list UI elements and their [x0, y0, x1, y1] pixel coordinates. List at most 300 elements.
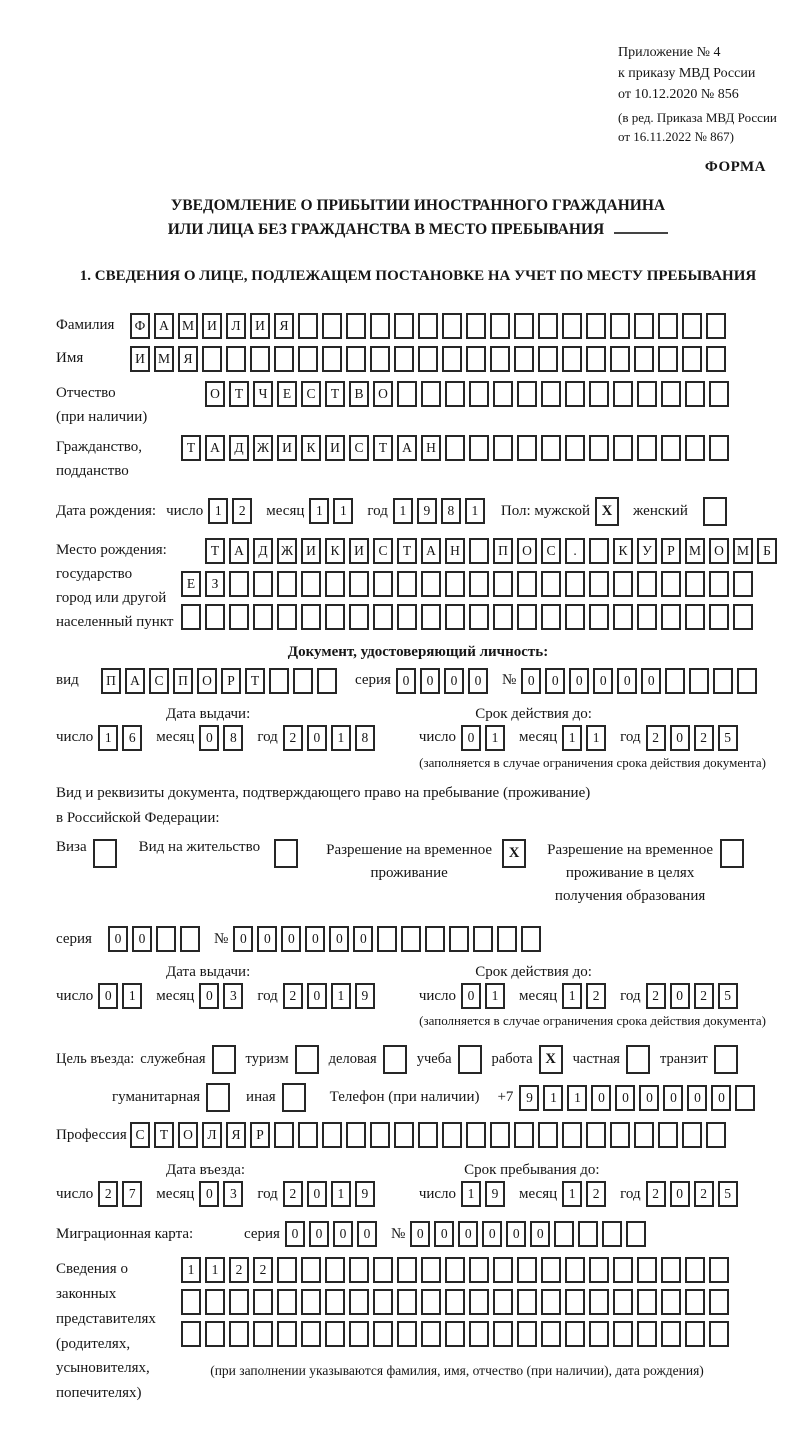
char-cell[interactable] [253, 571, 273, 597]
char-cell[interactable]: П [173, 668, 193, 694]
purpose-other-checkbox[interactable] [282, 1083, 306, 1112]
char-cell[interactable]: 0 [482, 1221, 502, 1247]
char-cell[interactable] [349, 571, 369, 597]
char-cell[interactable] [661, 604, 681, 630]
char-cell[interactable] [442, 346, 462, 372]
char-cell[interactable] [317, 668, 337, 694]
char-cell[interactable]: 0 [591, 1085, 611, 1111]
char-cell[interactable] [610, 346, 630, 372]
char-cell[interactable]: 0 [307, 725, 327, 751]
char-cell[interactable]: 0 [670, 1181, 690, 1207]
char-cell[interactable]: А [205, 435, 225, 461]
char-cell[interactable] [661, 571, 681, 597]
char-cell[interactable] [589, 435, 609, 461]
char-cell[interactable] [469, 538, 489, 564]
char-cell[interactable]: 0 [530, 1221, 550, 1247]
char-cell[interactable] [493, 571, 513, 597]
char-cell[interactable]: К [325, 538, 345, 564]
char-cell[interactable]: Т [154, 1122, 174, 1148]
char-cell[interactable]: С [149, 668, 169, 694]
char-cell[interactable]: 0 [670, 725, 690, 751]
char-cell[interactable] [610, 1122, 630, 1148]
char-cell[interactable] [661, 1321, 681, 1347]
char-cell[interactable] [397, 571, 417, 597]
char-cell[interactable] [373, 1257, 393, 1283]
char-cell[interactable]: К [613, 538, 633, 564]
char-cell[interactable]: 2 [283, 725, 303, 751]
char-cell[interactable] [541, 1321, 561, 1347]
char-cell[interactable] [661, 435, 681, 461]
char-cell[interactable]: 8 [355, 725, 375, 751]
char-cell[interactable] [421, 571, 441, 597]
char-cell[interactable] [301, 1289, 321, 1315]
char-cell[interactable] [661, 1257, 681, 1283]
char-cell[interactable] [493, 604, 513, 630]
char-cell[interactable] [397, 381, 417, 407]
char-cell[interactable] [445, 1321, 465, 1347]
char-cell[interactable] [469, 381, 489, 407]
char-cell[interactable] [733, 571, 753, 597]
char-cell[interactable] [421, 381, 441, 407]
char-cell[interactable] [418, 346, 438, 372]
char-cell[interactable] [517, 604, 537, 630]
char-cell[interactable]: 0 [305, 926, 325, 952]
char-cell[interactable]: М [178, 313, 198, 339]
char-cell[interactable] [181, 1321, 201, 1347]
char-cell[interactable] [229, 1321, 249, 1347]
char-cell[interactable]: И [202, 313, 222, 339]
char-cell[interactable] [418, 1122, 438, 1148]
char-cell[interactable]: Т [229, 381, 249, 407]
char-cell[interactable]: 1 [331, 983, 351, 1009]
char-cell[interactable]: Д [253, 538, 273, 564]
char-cell[interactable] [637, 435, 657, 461]
char-cell[interactable]: П [101, 668, 121, 694]
char-cell[interactable] [589, 538, 609, 564]
char-cell[interactable] [466, 313, 486, 339]
char-cell[interactable]: И [250, 313, 270, 339]
char-cell[interactable]: Б [757, 538, 777, 564]
char-cell[interactable]: О [517, 538, 537, 564]
char-cell[interactable] [514, 313, 534, 339]
char-cell[interactable] [493, 381, 513, 407]
char-cell[interactable] [229, 604, 249, 630]
char-cell[interactable]: 2 [646, 983, 666, 1009]
char-cell[interactable]: К [301, 435, 321, 461]
char-cell[interactable] [298, 1122, 318, 1148]
char-cell[interactable] [517, 1321, 537, 1347]
char-cell[interactable] [497, 926, 517, 952]
char-cell[interactable]: И [130, 346, 150, 372]
char-cell[interactable] [370, 313, 390, 339]
char-cell[interactable] [706, 313, 726, 339]
char-cell[interactable] [586, 1122, 606, 1148]
edu-permit-checkbox[interactable] [720, 839, 744, 868]
char-cell[interactable]: 2 [98, 1181, 118, 1207]
char-cell[interactable]: . [565, 538, 585, 564]
char-cell[interactable] [589, 381, 609, 407]
visa-checkbox[interactable] [93, 839, 117, 868]
char-cell[interactable] [202, 346, 222, 372]
char-cell[interactable] [637, 1321, 657, 1347]
char-cell[interactable]: Н [445, 538, 465, 564]
char-cell[interactable]: В [349, 381, 369, 407]
char-cell[interactable] [658, 346, 678, 372]
char-cell[interactable]: 1 [393, 498, 413, 524]
char-cell[interactable] [685, 1289, 705, 1315]
char-cell[interactable]: 1 [543, 1085, 563, 1111]
char-cell[interactable] [613, 1289, 633, 1315]
char-cell[interactable]: 2 [586, 983, 606, 1009]
char-cell[interactable] [442, 1122, 462, 1148]
char-cell[interactable] [449, 926, 469, 952]
char-cell[interactable] [634, 1122, 654, 1148]
char-cell[interactable]: 2 [694, 725, 714, 751]
char-cell[interactable] [346, 1122, 366, 1148]
char-cell[interactable] [613, 1321, 633, 1347]
char-cell[interactable] [181, 604, 201, 630]
char-cell[interactable]: 2 [229, 1257, 249, 1283]
char-cell[interactable]: 2 [283, 1181, 303, 1207]
temp-permit-checkbox[interactable]: X [502, 839, 526, 868]
char-cell[interactable]: 1 [465, 498, 485, 524]
char-cell[interactable] [682, 1122, 702, 1148]
char-cell[interactable]: 0 [639, 1085, 659, 1111]
residence-permit-checkbox[interactable] [274, 839, 298, 868]
char-cell[interactable]: 5 [718, 1181, 738, 1207]
char-cell[interactable]: 0 [199, 983, 219, 1009]
char-cell[interactable] [418, 313, 438, 339]
char-cell[interactable]: 0 [233, 926, 253, 952]
char-cell[interactable]: 0 [199, 1181, 219, 1207]
char-cell[interactable] [517, 1289, 537, 1315]
purpose-business-checkbox[interactable] [383, 1045, 407, 1074]
char-cell[interactable]: П [493, 538, 513, 564]
char-cell[interactable] [737, 668, 757, 694]
char-cell[interactable]: 2 [283, 983, 303, 1009]
char-cell[interactable] [349, 1289, 369, 1315]
char-cell[interactable]: 0 [468, 668, 488, 694]
char-cell[interactable]: 0 [641, 668, 661, 694]
char-cell[interactable]: Р [661, 538, 681, 564]
char-cell[interactable] [713, 668, 733, 694]
char-cell[interactable] [517, 381, 537, 407]
char-cell[interactable]: Е [181, 571, 201, 597]
char-cell[interactable] [613, 435, 633, 461]
char-cell[interactable]: 0 [444, 668, 464, 694]
char-cell[interactable] [298, 313, 318, 339]
char-cell[interactable]: А [397, 435, 417, 461]
char-cell[interactable] [250, 346, 270, 372]
char-cell[interactable]: 0 [711, 1085, 731, 1111]
char-cell[interactable] [346, 346, 366, 372]
char-cell[interactable]: 1 [562, 983, 582, 1009]
char-cell[interactable] [373, 571, 393, 597]
char-cell[interactable]: 0 [396, 668, 416, 694]
char-cell[interactable] [586, 313, 606, 339]
char-cell[interactable] [466, 346, 486, 372]
char-cell[interactable] [373, 604, 393, 630]
char-cell[interactable]: 0 [569, 668, 589, 694]
purpose-transit-checkbox[interactable] [714, 1045, 738, 1074]
char-cell[interactable]: М [733, 538, 753, 564]
char-cell[interactable]: 2 [586, 1181, 606, 1207]
char-cell[interactable]: О [709, 538, 729, 564]
char-cell[interactable] [397, 604, 417, 630]
char-cell[interactable]: 2 [694, 983, 714, 1009]
char-cell[interactable] [277, 604, 297, 630]
char-cell[interactable]: Т [245, 668, 265, 694]
char-cell[interactable] [180, 926, 200, 952]
char-cell[interactable]: 1 [485, 725, 505, 751]
char-cell[interactable]: Т [373, 435, 393, 461]
char-cell[interactable]: 1 [461, 1181, 481, 1207]
char-cell[interactable] [613, 381, 633, 407]
char-cell[interactable]: 0 [461, 983, 481, 1009]
char-cell[interactable]: 0 [434, 1221, 454, 1247]
char-cell[interactable]: С [373, 538, 393, 564]
char-cell[interactable]: 0 [132, 926, 152, 952]
char-cell[interactable] [349, 604, 369, 630]
char-cell[interactable] [442, 313, 462, 339]
char-cell[interactable] [709, 1257, 729, 1283]
char-cell[interactable] [661, 1289, 681, 1315]
char-cell[interactable] [322, 313, 342, 339]
char-cell[interactable]: Л [226, 313, 246, 339]
char-cell[interactable]: 0 [309, 1221, 329, 1247]
char-cell[interactable]: Т [325, 381, 345, 407]
char-cell[interactable] [637, 381, 657, 407]
char-cell[interactable] [565, 604, 585, 630]
char-cell[interactable]: 3 [223, 1181, 243, 1207]
char-cell[interactable] [473, 926, 493, 952]
char-cell[interactable] [397, 1289, 417, 1315]
char-cell[interactable]: 1 [562, 1181, 582, 1207]
char-cell[interactable]: Я [274, 313, 294, 339]
char-cell[interactable] [226, 346, 246, 372]
char-cell[interactable] [229, 1289, 249, 1315]
char-cell[interactable] [397, 1321, 417, 1347]
char-cell[interactable]: 8 [441, 498, 461, 524]
char-cell[interactable] [301, 1257, 321, 1283]
char-cell[interactable] [253, 1289, 273, 1315]
char-cell[interactable]: 0 [420, 668, 440, 694]
char-cell[interactable] [685, 435, 705, 461]
char-cell[interactable] [253, 604, 273, 630]
char-cell[interactable]: 1 [309, 498, 329, 524]
char-cell[interactable] [490, 346, 510, 372]
purpose-official-checkbox[interactable] [212, 1045, 236, 1074]
char-cell[interactable] [445, 571, 465, 597]
char-cell[interactable]: 6 [122, 725, 142, 751]
char-cell[interactable] [346, 313, 366, 339]
char-cell[interactable] [521, 926, 541, 952]
char-cell[interactable] [277, 571, 297, 597]
char-cell[interactable]: 0 [521, 668, 541, 694]
char-cell[interactable]: 9 [355, 983, 375, 1009]
char-cell[interactable]: 9 [519, 1085, 539, 1111]
char-cell[interactable] [634, 346, 654, 372]
char-cell[interactable]: 5 [718, 725, 738, 751]
char-cell[interactable]: О [373, 381, 393, 407]
char-cell[interactable]: 1 [586, 725, 606, 751]
char-cell[interactable]: 0 [687, 1085, 707, 1111]
char-cell[interactable] [578, 1221, 598, 1247]
char-cell[interactable]: С [349, 435, 369, 461]
char-cell[interactable] [637, 604, 657, 630]
char-cell[interactable]: 0 [617, 668, 637, 694]
char-cell[interactable] [735, 1085, 755, 1111]
char-cell[interactable] [613, 1257, 633, 1283]
char-cell[interactable]: 1 [331, 725, 351, 751]
char-cell[interactable] [682, 346, 702, 372]
char-cell[interactable] [665, 668, 685, 694]
char-cell[interactable] [541, 435, 561, 461]
char-cell[interactable] [637, 1289, 657, 1315]
char-cell[interactable] [706, 1122, 726, 1148]
char-cell[interactable] [274, 346, 294, 372]
char-cell[interactable] [325, 1257, 345, 1283]
char-cell[interactable] [589, 604, 609, 630]
char-cell[interactable] [325, 1321, 345, 1347]
char-cell[interactable] [401, 926, 421, 952]
char-cell[interactable]: 0 [307, 983, 327, 1009]
char-cell[interactable]: 0 [333, 1221, 353, 1247]
char-cell[interactable] [706, 346, 726, 372]
char-cell[interactable] [589, 1257, 609, 1283]
purpose-tourism-checkbox[interactable] [295, 1045, 319, 1074]
char-cell[interactable]: З [205, 571, 225, 597]
char-cell[interactable] [421, 1321, 441, 1347]
char-cell[interactable]: Я [178, 346, 198, 372]
char-cell[interactable] [626, 1221, 646, 1247]
char-cell[interactable]: 1 [333, 498, 353, 524]
char-cell[interactable] [301, 1321, 321, 1347]
char-cell[interactable] [229, 571, 249, 597]
char-cell[interactable]: 0 [663, 1085, 683, 1111]
char-cell[interactable] [322, 1122, 342, 1148]
char-cell[interactable] [709, 604, 729, 630]
char-cell[interactable] [589, 1321, 609, 1347]
char-cell[interactable] [661, 381, 681, 407]
char-cell[interactable] [637, 1257, 657, 1283]
char-cell[interactable] [538, 346, 558, 372]
char-cell[interactable] [397, 1257, 417, 1283]
char-cell[interactable] [445, 381, 465, 407]
char-cell[interactable]: 0 [357, 1221, 377, 1247]
char-cell[interactable] [685, 381, 705, 407]
char-cell[interactable]: 7 [122, 1181, 142, 1207]
char-cell[interactable] [490, 1122, 510, 1148]
char-cell[interactable]: 9 [417, 498, 437, 524]
char-cell[interactable]: 8 [223, 725, 243, 751]
char-cell[interactable]: Р [250, 1122, 270, 1148]
char-cell[interactable] [538, 313, 558, 339]
char-cell[interactable] [517, 435, 537, 461]
char-cell[interactable] [565, 571, 585, 597]
char-cell[interactable] [277, 1257, 297, 1283]
char-cell[interactable] [349, 1321, 369, 1347]
char-cell[interactable] [205, 604, 225, 630]
char-cell[interactable] [541, 1289, 561, 1315]
char-cell[interactable] [490, 313, 510, 339]
char-cell[interactable] [565, 381, 585, 407]
char-cell[interactable] [493, 1321, 513, 1347]
char-cell[interactable] [565, 1321, 585, 1347]
char-cell[interactable] [445, 604, 465, 630]
char-cell[interactable]: С [130, 1122, 150, 1148]
char-cell[interactable]: 0 [199, 725, 219, 751]
char-cell[interactable] [394, 346, 414, 372]
char-cell[interactable] [637, 571, 657, 597]
char-cell[interactable]: М [154, 346, 174, 372]
char-cell[interactable] [634, 313, 654, 339]
char-cell[interactable]: И [349, 538, 369, 564]
char-cell[interactable] [733, 604, 753, 630]
char-cell[interactable] [325, 571, 345, 597]
char-cell[interactable]: 5 [718, 983, 738, 1009]
char-cell[interactable] [562, 1122, 582, 1148]
char-cell[interactable]: 1 [567, 1085, 587, 1111]
char-cell[interactable] [658, 1122, 678, 1148]
purpose-private-checkbox[interactable] [626, 1045, 650, 1074]
char-cell[interactable] [554, 1221, 574, 1247]
char-cell[interactable] [682, 313, 702, 339]
char-cell[interactable] [685, 571, 705, 597]
char-cell[interactable]: Ж [277, 538, 297, 564]
char-cell[interactable] [610, 313, 630, 339]
char-cell[interactable] [469, 435, 489, 461]
char-cell[interactable]: 9 [485, 1181, 505, 1207]
char-cell[interactable]: А [125, 668, 145, 694]
purpose-study-checkbox[interactable] [458, 1045, 482, 1074]
char-cell[interactable] [421, 1289, 441, 1315]
char-cell[interactable] [445, 1257, 465, 1283]
char-cell[interactable] [421, 604, 441, 630]
char-cell[interactable] [394, 1122, 414, 1148]
char-cell[interactable]: 0 [545, 668, 565, 694]
char-cell[interactable]: Л [202, 1122, 222, 1148]
char-cell[interactable]: И [301, 538, 321, 564]
char-cell[interactable]: О [205, 381, 225, 407]
char-cell[interactable] [689, 668, 709, 694]
char-cell[interactable] [538, 1122, 558, 1148]
char-cell[interactable]: О [197, 668, 217, 694]
char-cell[interactable] [370, 1122, 390, 1148]
char-cell[interactable] [493, 435, 513, 461]
char-cell[interactable]: 0 [458, 1221, 478, 1247]
char-cell[interactable]: Е [277, 381, 297, 407]
char-cell[interactable]: 1 [205, 1257, 225, 1283]
char-cell[interactable] [370, 346, 390, 372]
char-cell[interactable]: Т [205, 538, 225, 564]
char-cell[interactable]: 0 [506, 1221, 526, 1247]
char-cell[interactable]: 1 [562, 725, 582, 751]
char-cell[interactable]: А [154, 313, 174, 339]
char-cell[interactable]: М [685, 538, 705, 564]
char-cell[interactable] [709, 435, 729, 461]
char-cell[interactable] [493, 1289, 513, 1315]
char-cell[interactable] [709, 381, 729, 407]
char-cell[interactable] [425, 926, 445, 952]
char-cell[interactable] [469, 1321, 489, 1347]
char-cell[interactable]: 0 [353, 926, 373, 952]
char-cell[interactable]: 0 [593, 668, 613, 694]
char-cell[interactable] [493, 1257, 513, 1283]
char-cell[interactable]: 1 [331, 1181, 351, 1207]
char-cell[interactable]: 0 [98, 983, 118, 1009]
char-cell[interactable]: 1 [181, 1257, 201, 1283]
